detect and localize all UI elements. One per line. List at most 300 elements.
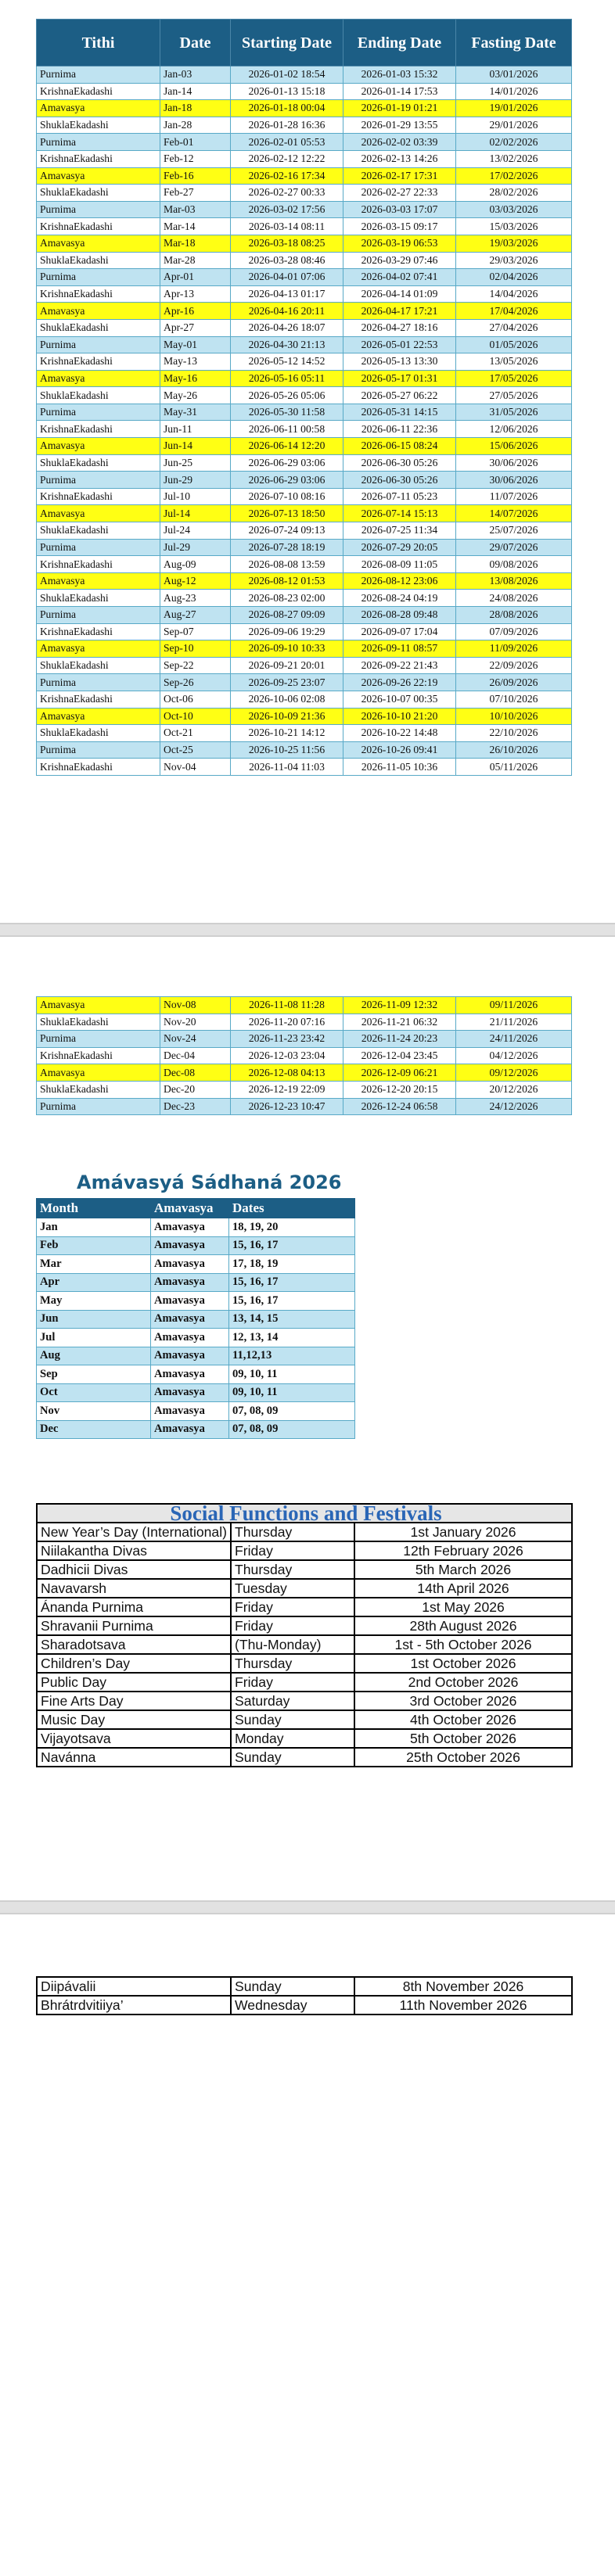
festival-name-cell: Niilakantha Divas: [37, 1541, 231, 1560]
ending-date-cell: 2026-10-07 00:35: [343, 691, 456, 708]
tithi-date-cell: Feb-12: [160, 150, 231, 167]
ending-date-cell: 2026-06-15 08:24: [343, 438, 456, 455]
starting-date-cell: 2026-04-26 18:07: [231, 319, 343, 336]
starting-date-cell: 2026-07-10 08:16: [231, 488, 343, 505]
festival-date-cell: 12th February 2026: [354, 1541, 572, 1560]
sadhana-table: [36, 1198, 355, 1439]
header-dates: Dates: [229, 1199, 355, 1218]
tithi-row: [37, 674, 572, 691]
tithi-row: [37, 150, 572, 167]
tithi-name-cell: Amavasya: [37, 708, 160, 725]
dates-cell: 07, 08, 09: [229, 1402, 355, 1421]
starting-date-cell: 2026-12-19 22:09: [231, 1081, 343, 1098]
tithi-name-cell: Purnima: [37, 201, 160, 218]
fasting-date-cell: 29/01/2026: [456, 117, 572, 134]
tithi-date-cell: Jan-14: [160, 83, 231, 100]
tithi-row: [37, 488, 572, 505]
tithi-row: [37, 303, 572, 320]
fasting-date-cell: 03/01/2026: [456, 66, 572, 84]
tithi-name-cell: Purnima: [37, 741, 160, 759]
fasting-date-cell: 04/12/2026: [456, 1047, 572, 1064]
festival-day-cell: Tuesday: [231, 1579, 354, 1598]
sadhana-title: Amávasyá Sádhaná 2026: [77, 1171, 342, 1193]
amavasya-cell: Amavasya: [151, 1365, 229, 1384]
starting-date-cell: 2026-01-02 18:54: [231, 66, 343, 84]
festival-name-cell: Children’s Day: [37, 1654, 231, 1673]
festival-date-cell: 14th April 2026: [354, 1579, 572, 1598]
tithi-row: [37, 590, 572, 607]
sadhana-row: [37, 1236, 355, 1255]
tithi-name-cell: ShuklaEkadashi: [37, 657, 160, 674]
starting-date-cell: 2026-11-20 07:16: [231, 1014, 343, 1031]
tithi-date-cell: Sep-26: [160, 674, 231, 691]
tithi-name-cell: ShuklaEkadashi: [37, 387, 160, 404]
tithi-name-cell: KrishnaEkadashi: [37, 691, 160, 708]
starting-date-cell: 2026-04-13 01:17: [231, 285, 343, 303]
month-cell: Mar: [37, 1255, 151, 1274]
ending-date-cell: 2026-04-14 01:09: [343, 285, 456, 303]
ending-date-cell: 2026-04-02 07:41: [343, 269, 456, 286]
fasting-date-cell: 03/03/2026: [456, 201, 572, 218]
amavasya-cell: Amavasya: [151, 1383, 229, 1402]
festival-date-cell: 4th October 2026: [354, 1710, 572, 1729]
tithi-name-cell: KrishnaEkadashi: [37, 83, 160, 100]
starting-date-cell: 2026-01-13 15:18: [231, 83, 343, 100]
tithi-date-cell: Jul-14: [160, 505, 231, 522]
ending-date-cell: 2026-08-24 04:19: [343, 590, 456, 607]
tithi-date-cell: Feb-01: [160, 134, 231, 151]
tithi-name-cell: Purnima: [37, 269, 160, 286]
tithi-row: [37, 741, 572, 759]
header-starting-date: Starting Date: [231, 20, 343, 66]
festival-name-cell: Diipávalii: [37, 1977, 231, 1996]
tithi-row: [37, 117, 572, 134]
fasting-date-cell: 28/08/2026: [456, 607, 572, 624]
ending-date-cell: 2026-11-09 12:32: [343, 997, 456, 1014]
ending-date-cell: 2026-08-28 09:48: [343, 607, 456, 624]
festival-row: [37, 1996, 572, 2015]
tithi-name-cell: ShuklaEkadashi: [37, 185, 160, 202]
header-fasting-date: Fasting Date: [456, 20, 572, 66]
ending-date-cell: 2026-12-20 20:15: [343, 1081, 456, 1098]
tithi-name-cell: Amavasya: [37, 438, 160, 455]
tithi-name-cell: KrishnaEkadashi: [37, 488, 160, 505]
tithi-name-cell: ShuklaEkadashi: [37, 590, 160, 607]
tithi-date-cell: Apr-01: [160, 269, 231, 286]
fasting-date-cell: 20/12/2026: [456, 1081, 572, 1098]
tithi-date-cell: Oct-10: [160, 708, 231, 725]
tithi-date-cell: Aug-23: [160, 590, 231, 607]
ending-date-cell: 2026-06-11 22:36: [343, 421, 456, 438]
tithi-date-cell: Apr-16: [160, 303, 231, 320]
amavasya-cell: Amavasya: [151, 1420, 229, 1439]
fasting-date-cell: 02/04/2026: [456, 269, 572, 286]
tithi-row: [37, 539, 572, 556]
tithi-row: [37, 100, 572, 117]
tithi-name-cell: Amavasya: [37, 167, 160, 185]
tithi-row: [37, 185, 572, 202]
ending-date-cell: 2026-03-19 06:53: [343, 235, 456, 252]
tithi-name-cell: Purnima: [37, 607, 160, 624]
sadhana-row: [37, 1329, 355, 1347]
sadhana-header-row: [37, 1199, 355, 1218]
tithi-row: [37, 83, 572, 100]
dates-cell: 12, 13, 14: [229, 1329, 355, 1347]
starting-date-cell: 2026-11-08 11:28: [231, 997, 343, 1014]
tithi-name-cell: ShuklaEkadashi: [37, 1014, 160, 1031]
month-cell: Jun: [37, 1310, 151, 1329]
month-cell: Sep: [37, 1365, 151, 1384]
tithi-row: [37, 353, 572, 371]
sadhana-row: [37, 1402, 355, 1421]
dates-cell: 15, 16, 17: [229, 1273, 355, 1292]
fasting-date-cell: 24/12/2026: [456, 1098, 572, 1115]
fasting-date-cell: 26/10/2026: [456, 741, 572, 759]
ending-date-cell: 2026-06-30 05:26: [343, 454, 456, 472]
fasting-date-cell: 27/04/2026: [456, 319, 572, 336]
tithi-name-cell: KrishnaEkadashi: [37, 353, 160, 371]
fasting-date-cell: 13/05/2026: [456, 353, 572, 371]
tithi-name-cell: Amavasya: [37, 370, 160, 387]
amavasya-cell: Amavasya: [151, 1255, 229, 1274]
tithi-row: [37, 505, 572, 522]
ending-date-cell: 2026-09-11 08:57: [343, 640, 456, 658]
tithi-row: [37, 607, 572, 624]
fasting-date-cell: 14/01/2026: [456, 83, 572, 100]
festival-day-cell: (Thu-Monday): [231, 1635, 354, 1654]
starting-date-cell: 2026-02-27 00:33: [231, 185, 343, 202]
amavasya-cell: Amavasya: [151, 1329, 229, 1347]
festival-row: [37, 1729, 572, 1748]
starting-date-cell: 2026-10-21 14:12: [231, 725, 343, 742]
month-cell: Jul: [37, 1329, 151, 1347]
sadhana-row: [37, 1292, 355, 1311]
festival-day-cell: Sunday: [231, 1748, 354, 1767]
festival-date-cell: 8th November 2026: [354, 1977, 572, 1996]
month-cell: Jan: [37, 1218, 151, 1237]
tithi-row: [37, 472, 572, 489]
tithi-date-cell: Oct-25: [160, 741, 231, 759]
festival-row: [37, 1710, 572, 1729]
ending-date-cell: 2026-03-03 17:07: [343, 201, 456, 218]
ending-date-cell: 2026-01-29 13:55: [343, 117, 456, 134]
festival-date-cell: 11th November 2026: [354, 1996, 572, 2015]
month-cell: Aug: [37, 1347, 151, 1365]
tithi-name-cell: Amavasya: [37, 505, 160, 522]
festival-name-cell: Sharadotsava: [37, 1635, 231, 1654]
fasting-date-cell: 24/11/2026: [456, 1031, 572, 1048]
fasting-date-cell: 25/07/2026: [456, 522, 572, 540]
tithi-name-cell: ShuklaEkadashi: [37, 1081, 160, 1098]
tithi-row: [37, 66, 572, 84]
ending-date-cell: 2026-01-19 01:21: [343, 100, 456, 117]
dates-cell: 11,12,13: [229, 1347, 355, 1365]
starting-date-cell: 2026-03-02 17:56: [231, 201, 343, 218]
starting-date-cell: 2026-10-09 21:36: [231, 708, 343, 725]
tithi-table: [36, 19, 572, 776]
fasting-date-cell: 09/12/2026: [456, 1064, 572, 1082]
tithi-row: [37, 134, 572, 151]
ending-date-cell: 2026-07-29 20:05: [343, 539, 456, 556]
tithi-row: [37, 167, 572, 185]
tithi-date-cell: Dec-23: [160, 1098, 231, 1115]
ending-date-cell: 2026-08-12 23:06: [343, 572, 456, 590]
month-cell: Dec: [37, 1420, 151, 1439]
fasting-date-cell: 07/09/2026: [456, 623, 572, 640]
tithi-row: [37, 269, 572, 286]
tithi-name-cell: KrishnaEkadashi: [37, 759, 160, 776]
tithi-name-cell: Purnima: [37, 404, 160, 421]
starting-date-cell: 2026-08-27 09:09: [231, 607, 343, 624]
starting-date-cell: 2026-05-26 05:06: [231, 387, 343, 404]
tithi-date-cell: Dec-04: [160, 1047, 231, 1064]
starting-date-cell: 2026-07-24 09:13: [231, 522, 343, 540]
fasting-date-cell: 10/10/2026: [456, 708, 572, 725]
starting-date-cell: 2026-01-18 00:04: [231, 100, 343, 117]
fasting-date-cell: 28/02/2026: [456, 185, 572, 202]
fasting-date-cell: 02/02/2026: [456, 134, 572, 151]
fasting-date-cell: 17/02/2026: [456, 167, 572, 185]
fasting-date-cell: 14/04/2026: [456, 285, 572, 303]
ending-date-cell: 2026-03-15 09:17: [343, 218, 456, 235]
fasting-date-cell: 19/01/2026: [456, 100, 572, 117]
fasting-date-cell: 09/08/2026: [456, 556, 572, 573]
header-ending-date: Ending Date: [343, 20, 456, 66]
amavasya-cell: Amavasya: [151, 1273, 229, 1292]
fasting-date-cell: 12/06/2026: [456, 421, 572, 438]
tithi-date-cell: Jan-03: [160, 66, 231, 84]
festival-name-cell: Navánna: [37, 1748, 231, 1767]
fasting-date-cell: 09/11/2026: [456, 997, 572, 1014]
tithi-date-cell: Aug-27: [160, 607, 231, 624]
dates-cell: 09, 10, 11: [229, 1383, 355, 1402]
fasting-date-cell: 19/03/2026: [456, 235, 572, 252]
ending-date-cell: 2026-12-24 06:58: [343, 1098, 456, 1115]
ending-date-cell: 2026-01-14 17:53: [343, 83, 456, 100]
tithi-row: [37, 522, 572, 540]
tithi-name-cell: KrishnaEkadashi: [37, 556, 160, 573]
starting-date-cell: 2026-02-01 05:53: [231, 134, 343, 151]
festival-name-cell: Public Day: [37, 1673, 231, 1692]
sadhana-row: [37, 1383, 355, 1402]
tithi-row: [37, 336, 572, 353]
tithi-row: [37, 218, 572, 235]
starting-date-cell: 2026-11-23 23:42: [231, 1031, 343, 1048]
starting-date-cell: 2026-05-30 11:58: [231, 404, 343, 421]
tithi-row: [37, 285, 572, 303]
tithi-name-cell: Amavasya: [37, 235, 160, 252]
ending-date-cell: 2026-11-21 06:32: [343, 1014, 456, 1031]
starting-date-cell: 2026-12-03 23:04: [231, 1047, 343, 1064]
tithi-row: [37, 572, 572, 590]
tithi-date-cell: Nov-24: [160, 1031, 231, 1048]
tithi-row: [37, 235, 572, 252]
tithi-date-cell: Nov-08: [160, 997, 231, 1014]
tithi-date-cell: Sep-10: [160, 640, 231, 658]
fasting-date-cell: 13/08/2026: [456, 572, 572, 590]
tithi-date-cell: Dec-20: [160, 1081, 231, 1098]
ending-date-cell: 2026-11-24 20:23: [343, 1031, 456, 1048]
starting-date-cell: 2026-07-28 18:19: [231, 539, 343, 556]
tithi-name-cell: ShuklaEkadashi: [37, 117, 160, 134]
page-break: [0, 1900, 615, 1914]
ending-date-cell: 2026-09-26 22:19: [343, 674, 456, 691]
fasting-date-cell: 29/03/2026: [456, 252, 572, 269]
ending-date-cell: 2026-12-04 23:45: [343, 1047, 456, 1064]
festival-date-cell: 2nd October 2026: [354, 1673, 572, 1692]
dates-cell: 15, 16, 17: [229, 1236, 355, 1255]
header-date: Date: [160, 20, 231, 66]
tithi-row: [37, 556, 572, 573]
tithi-row: [37, 640, 572, 658]
festival-name-cell: Navavarsh: [37, 1579, 231, 1598]
header-tithi: Tithi: [37, 20, 160, 66]
tithi-table-continued: [36, 996, 572, 1115]
fasting-date-cell: 31/05/2026: [456, 404, 572, 421]
starting-date-cell: 2026-09-25 23:07: [231, 674, 343, 691]
festival-date-cell: 5th October 2026: [354, 1729, 572, 1748]
starting-date-cell: 2026-09-10 10:33: [231, 640, 343, 658]
amavasya-cell: Amavasya: [151, 1236, 229, 1255]
starting-date-cell: 2026-01-28 16:36: [231, 117, 343, 134]
tithi-name-cell: Purnima: [37, 134, 160, 151]
ending-date-cell: 2026-02-17 17:31: [343, 167, 456, 185]
fasting-date-cell: 11/09/2026: [456, 640, 572, 658]
tithi-date-cell: Jun-29: [160, 472, 231, 489]
fasting-date-cell: 17/04/2026: [456, 303, 572, 320]
festival-day-cell: Friday: [231, 1541, 354, 1560]
starting-date-cell: 2026-06-11 00:58: [231, 421, 343, 438]
ending-date-cell: 2026-09-07 17:04: [343, 623, 456, 640]
header-amavasya: Amavasya: [151, 1199, 229, 1218]
social-title: Social Functions and Festivals: [37, 1504, 572, 1523]
starting-date-cell: 2026-06-29 03:06: [231, 472, 343, 489]
tithi-name-cell: ShuklaEkadashi: [37, 252, 160, 269]
social-functions-table: [36, 1503, 573, 1767]
fasting-date-cell: 14/07/2026: [456, 505, 572, 522]
fasting-date-cell: 29/07/2026: [456, 539, 572, 556]
festival-row: [37, 1673, 572, 1692]
fasting-date-cell: 17/05/2026: [456, 370, 572, 387]
fasting-date-cell: 11/07/2026: [456, 488, 572, 505]
social-functions-table-continued: [36, 1976, 573, 2015]
tithi-date-cell: Sep-07: [160, 623, 231, 640]
ending-date-cell: 2026-12-09 06:21: [343, 1064, 456, 1082]
starting-date-cell: 2026-10-25 11:56: [231, 741, 343, 759]
tithi-header-row: [37, 20, 572, 66]
tithi-row: [37, 623, 572, 640]
fasting-date-cell: 07/10/2026: [456, 691, 572, 708]
ending-date-cell: 2026-02-13 14:26: [343, 150, 456, 167]
tithi-date-cell: Jun-11: [160, 421, 231, 438]
festival-day-cell: Friday: [231, 1616, 354, 1635]
ending-date-cell: 2026-11-05 10:36: [343, 759, 456, 776]
dates-cell: 09, 10, 11: [229, 1365, 355, 1384]
month-cell: Feb: [37, 1236, 151, 1255]
ending-date-cell: 2026-09-22 21:43: [343, 657, 456, 674]
tithi-row: [37, 252, 572, 269]
tithi-row: [37, 1098, 572, 1115]
starting-date-cell: 2026-12-08 04:13: [231, 1064, 343, 1082]
tithi-date-cell: May-13: [160, 353, 231, 371]
header-month: Month: [37, 1199, 151, 1218]
ending-date-cell: 2026-01-03 15:32: [343, 66, 456, 84]
tithi-name-cell: Amavasya: [37, 1064, 160, 1082]
ending-date-cell: 2026-05-17 01:31: [343, 370, 456, 387]
tithi-name-cell: ShuklaEkadashi: [37, 319, 160, 336]
starting-date-cell: 2026-09-06 19:29: [231, 623, 343, 640]
amavasya-cell: Amavasya: [151, 1292, 229, 1311]
festival-row: [37, 1598, 572, 1616]
ending-date-cell: 2026-10-26 09:41: [343, 741, 456, 759]
month-cell: May: [37, 1292, 151, 1311]
fasting-date-cell: 26/09/2026: [456, 674, 572, 691]
tithi-name-cell: KrishnaEkadashi: [37, 1047, 160, 1064]
tithi-name-cell: KrishnaEkadashi: [37, 421, 160, 438]
ending-date-cell: 2026-03-29 07:46: [343, 252, 456, 269]
fasting-date-cell: 13/02/2026: [456, 150, 572, 167]
tithi-name-cell: Amavasya: [37, 640, 160, 658]
festival-name-cell: Shravanii Purnima: [37, 1616, 231, 1635]
tithi-date-cell: Dec-08: [160, 1064, 231, 1082]
tithi-name-cell: KrishnaEkadashi: [37, 285, 160, 303]
amavasya-cell: Amavasya: [151, 1310, 229, 1329]
tithi-name-cell: Amavasya: [37, 100, 160, 117]
ending-date-cell: 2026-06-30 05:26: [343, 472, 456, 489]
fasting-date-cell: 21/11/2026: [456, 1014, 572, 1031]
tithi-date-cell: Apr-27: [160, 319, 231, 336]
tithi-row: [37, 1047, 572, 1064]
tithi-row: [37, 759, 572, 776]
starting-date-cell: 2026-04-01 07:06: [231, 269, 343, 286]
tithi-row: [37, 1031, 572, 1048]
tithi-name-cell: ShuklaEkadashi: [37, 725, 160, 742]
tithi-row: [37, 370, 572, 387]
festival-row: [37, 1654, 572, 1673]
tithi-name-cell: Amavasya: [37, 303, 160, 320]
sadhana-row: [37, 1347, 355, 1365]
ending-date-cell: 2026-04-27 18:16: [343, 319, 456, 336]
tithi-date-cell: Jul-24: [160, 522, 231, 540]
tithi-date-cell: Apr-13: [160, 285, 231, 303]
ending-date-cell: 2026-10-22 14:48: [343, 725, 456, 742]
fasting-date-cell: 24/08/2026: [456, 590, 572, 607]
tithi-row: [37, 725, 572, 742]
tithi-row: [37, 319, 572, 336]
starting-date-cell: 2026-03-28 08:46: [231, 252, 343, 269]
ending-date-cell: 2026-05-31 14:15: [343, 404, 456, 421]
starting-date-cell: 2026-03-18 08:25: [231, 235, 343, 252]
dates-cell: 13, 14, 15: [229, 1310, 355, 1329]
tithi-row: [37, 997, 572, 1014]
tithi-row: [37, 421, 572, 438]
festival-date-cell: 1st January 2026: [354, 1523, 572, 1541]
tithi-date-cell: Aug-09: [160, 556, 231, 573]
starting-date-cell: 2026-08-08 13:59: [231, 556, 343, 573]
festival-day-cell: Friday: [231, 1598, 354, 1616]
tithi-date-cell: May-31: [160, 404, 231, 421]
tithi-date-cell: Nov-20: [160, 1014, 231, 1031]
festival-name-cell: New Year’s Day (International): [37, 1523, 231, 1541]
tithi-date-cell: Oct-06: [160, 691, 231, 708]
ending-date-cell: 2026-10-10 21:20: [343, 708, 456, 725]
starting-date-cell: 2026-07-13 18:50: [231, 505, 343, 522]
ending-date-cell: 2026-07-14 15:13: [343, 505, 456, 522]
tithi-date-cell: Jan-28: [160, 117, 231, 134]
sadhana-row: [37, 1310, 355, 1329]
tithi-date-cell: Jun-25: [160, 454, 231, 472]
tithi-row: [37, 404, 572, 421]
